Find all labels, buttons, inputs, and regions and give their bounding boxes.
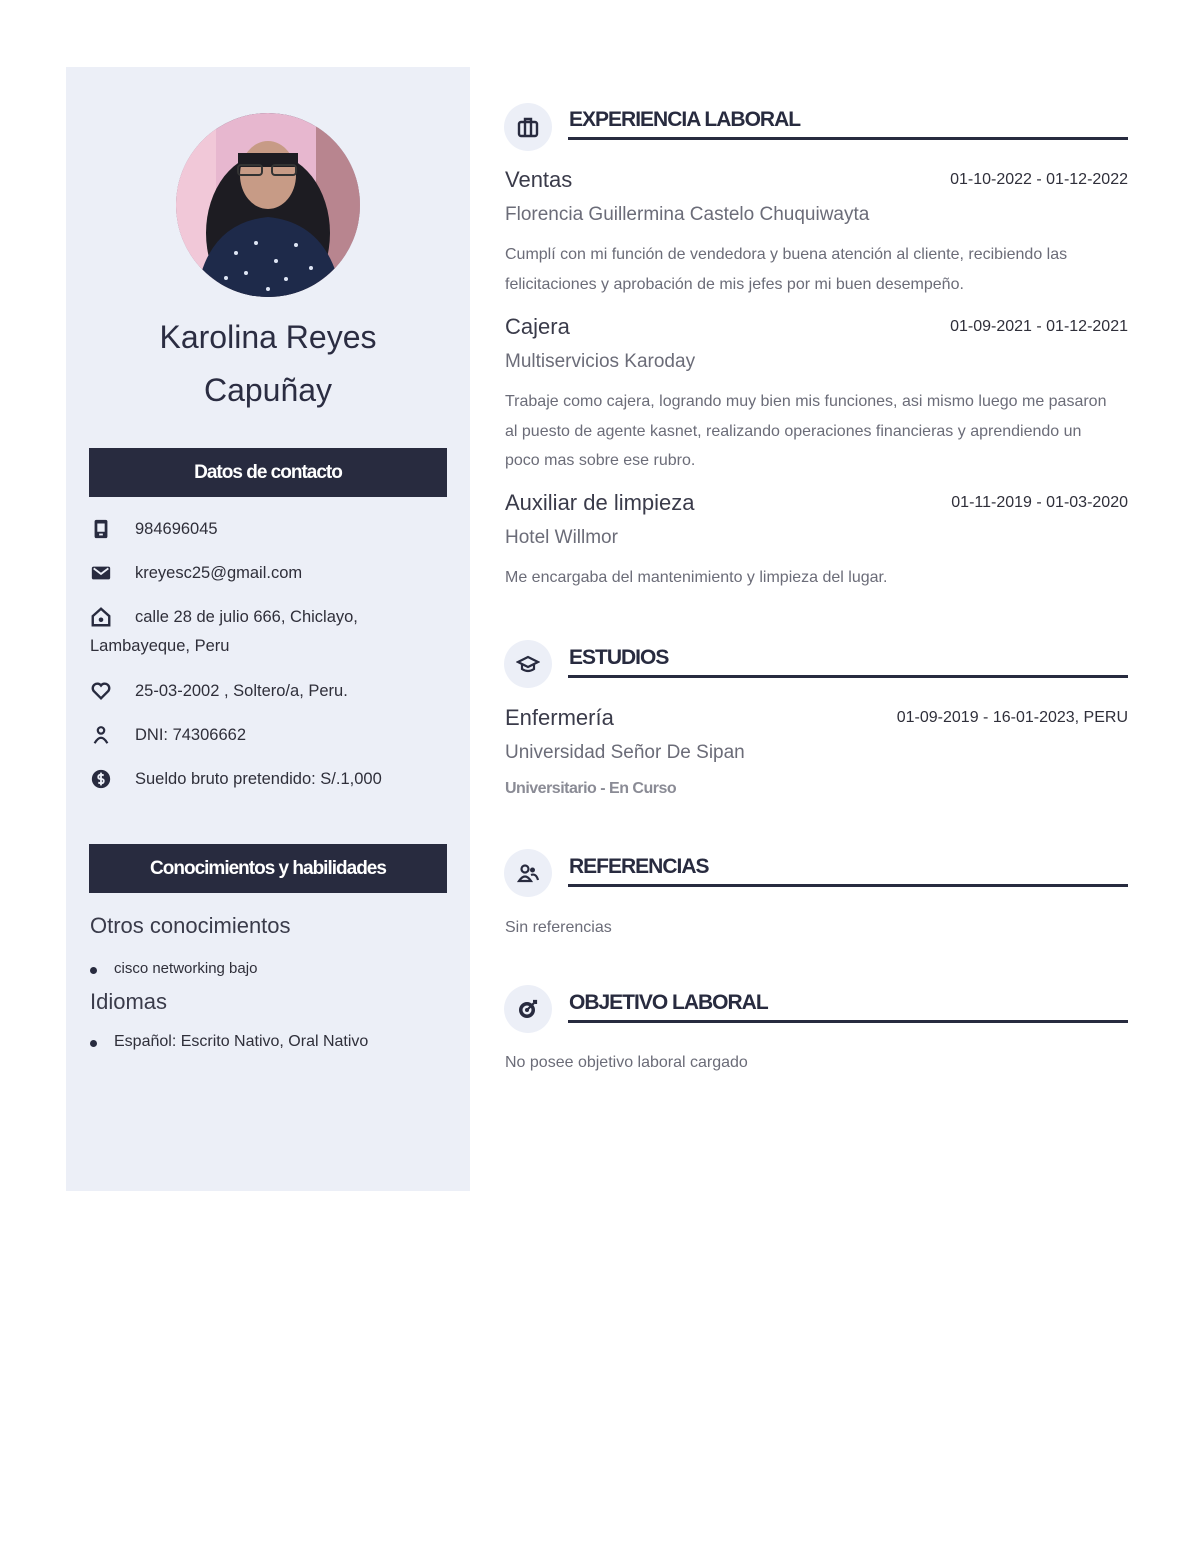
contact-dni (90, 721, 246, 750)
money-icon (90, 768, 112, 790)
people-icon (504, 849, 552, 897)
target-icon (504, 985, 552, 1033)
job-description: Cumplí con mi función de vendedora y buena atención al cliente, recibiendo las felicitaciones y aprobación de mis jefes por mi buen desempeño. (505, 246, 1068, 293)
contact-header: Datos de contacto (89, 448, 447, 497)
education-dates: 01-09-2019 - 16-01-2023, PERU (896, 709, 1128, 726)
bullet-dot (90, 967, 97, 974)
references-title: REFERENCIAS (569, 855, 709, 878)
job-dates: 01-11-2019 - 01-03-2020 (951, 494, 1128, 511)
name-line-1: Karolina Reyes (159, 319, 377, 355)
home-icon (90, 606, 112, 628)
job-description: Trabaje como cajera, logrando muy bien mis funciones, asi mismo luego me pasaron al puesto de agente kasnet, realizando operaciones financieras y aprendiendo un poco mas sobre ese rubro. (505, 393, 1107, 469)
address-text: calle 28 de julio 666, Chiclayo, Lambayeque, Peru (90, 608, 358, 655)
objective-title: OBJETIVO LABORAL (569, 991, 768, 1014)
name-line-2: Capuñay (203, 372, 333, 408)
section-divider (568, 884, 1128, 887)
job-dates: 01-10-2022 - 01-12-2022 (950, 171, 1128, 188)
education-title: ESTUDIOS (569, 646, 669, 669)
salary-text: Sueldo bruto pretendido: S/.1,000 (135, 770, 382, 788)
section-divider (568, 1020, 1128, 1023)
objective-text: No posee objetivo laboral cargado (505, 1054, 748, 1071)
job-description: Me encargaba del mantenimiento y limpieza del lugar. (505, 569, 888, 586)
bullet-dot (90, 1040, 97, 1047)
person-icon (90, 724, 112, 746)
list-item (90, 960, 257, 977)
section-divider (568, 675, 1128, 678)
phone-icon (90, 518, 112, 540)
contact-personal (90, 677, 348, 706)
section-divider (568, 137, 1128, 140)
mail-icon (90, 562, 112, 584)
skills-header: Conocimientos y habilidades (89, 844, 447, 893)
job-company: Florencia Guillermina Castelo Chuquiwayta (505, 204, 870, 225)
job-position: Auxiliar de limpieza (505, 490, 695, 515)
education-degree: Enfermería (505, 705, 614, 730)
heart-icon (90, 680, 112, 702)
contact-address (90, 603, 420, 661)
other-knowledge-title: Otros conocimientos (90, 913, 291, 938)
languages-title: Idiomas (90, 989, 168, 1014)
job-company: Hotel Willmor (505, 527, 618, 548)
phone-text: 984696045 (135, 520, 218, 538)
graduation-cap-icon (504, 640, 552, 688)
email-text[interactable]: kreyesc25@gmail.com (135, 564, 303, 582)
contact-email (90, 559, 302, 588)
references-text: Sin referencias (505, 919, 612, 936)
other-knowledge-item: cisco networking bajo (114, 960, 258, 977)
experience-title: EXPERIENCIA LABORAL (569, 108, 801, 131)
job-dates: 01-09-2021 - 01-12-2021 (950, 318, 1128, 335)
profile-photo (176, 113, 360, 297)
job-position: Cajera (505, 314, 570, 339)
contact-phone (90, 515, 218, 544)
education-status: Universitario - En Curso (505, 780, 677, 797)
profile-name (66, 311, 470, 417)
dni-text: DNI: 74306662 (135, 726, 246, 744)
personal-text: 25-03-2002 , Soltero/a, Peru. (135, 682, 348, 700)
sidebar (66, 67, 470, 1191)
language-item: Español: Escrito Nativo, Oral Nativo (114, 1033, 369, 1050)
contact-salary (90, 765, 382, 794)
education-institution: Universidad Señor De Sipan (505, 742, 745, 763)
job-position: Ventas (505, 167, 573, 192)
list-item (90, 1033, 368, 1051)
briefcase-icon (504, 103, 552, 151)
job-company: Multiservicios Karoday (505, 351, 696, 372)
